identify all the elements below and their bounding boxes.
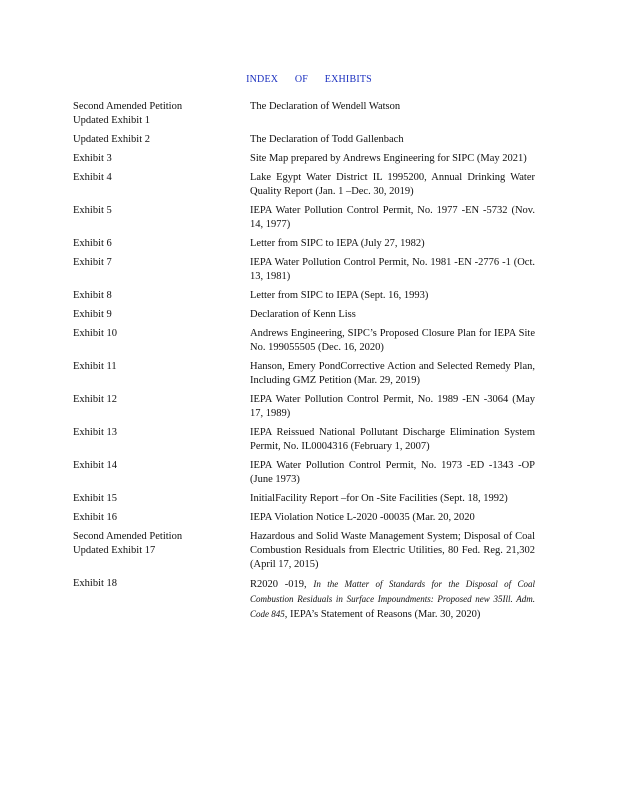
exhibit-description: The Declaration of Wendell Watson — [250, 101, 401, 112]
page-title: INDEX OF EXHIBITS — [246, 74, 372, 85]
exhibit-label: Second Amended Petition Updated Exhibit 17 — [73, 531, 183, 556]
exhibit-description: The Declaration of Todd Gallenbach — [250, 134, 404, 145]
exhibit-description: IEPA Reissued National Pollutant Discharge Elimination System Permit, No. IL0004316 (February 1, 2007) — [250, 427, 535, 452]
exhibit-row — [73, 426, 535, 454]
exhibit-row — [73, 360, 535, 388]
exhibit-label: Exhibit 18 — [73, 578, 118, 589]
exhibit-row — [73, 204, 535, 232]
exhibit-label: Exhibit 16 — [73, 512, 118, 523]
exhibit-label: Exhibit 4 — [73, 172, 112, 183]
exhibit-description: IEPA Water Pollution Control Permit, No. 1989 -EN -3064 (May 17, 1989) — [250, 394, 535, 419]
exhibit-label: Exhibit 12 — [73, 394, 118, 405]
exhibit-label: Second Amended Petition Updated Exhibit 1 — [73, 101, 183, 126]
exhibit-label: Exhibit 7 — [73, 257, 112, 268]
case-title: In the Matter of Standards for the Disposal of Coal Combustion Residuals in Surface Impoundments: Proposed new 35Ill. Adm. Code 845 — [250, 579, 536, 619]
exhibit-label: Exhibit 14 — [73, 460, 118, 471]
exhibit-description: IEPA Water Pollution Control Permit, No. 1977 -EN -5732 (Nov. 14, 1977) — [250, 205, 535, 230]
exhibit-label: Updated Exhibit 2 — [73, 134, 150, 145]
exhibit-label: Exhibit 11 — [73, 361, 117, 372]
docket-number: R2020 -019, — [250, 579, 307, 590]
exhibit-description: Letter from SIPC to IEPA (July 27, 1982) — [250, 238, 425, 249]
exhibit-description: Hazardous and Solid Waste Management System; Disposal of Coal Combustion Residuals from Electric Utilities, 80 Fed. Reg. 21,302 (April 17, 2015) — [250, 531, 535, 570]
exhibit-label: Exhibit 13 — [73, 427, 118, 438]
exhibit-description: IEPA Violation Notice L-2020 -00035 (Mar. 20, 2020 — [250, 512, 475, 523]
exhibit-description: Andrews Engineering, SIPC’s Proposed Closure Plan for IEPA Site No. 199055505 (Dec. 16, 2020) — [250, 328, 535, 353]
exhibit-description: InitialFacility Report –for On -Site Facilities (Sept. 18, 1992) — [250, 493, 508, 504]
exhibit-description: Letter from SIPC to IEPA (Sept. 16, 1993) — [250, 290, 429, 301]
exhibit-label: Exhibit 6 — [73, 238, 112, 249]
exhibit-row — [73, 133, 535, 147]
exhibit-row — [73, 152, 535, 166]
exhibit-label: Exhibit 9 — [73, 309, 112, 320]
exhibit-row — [73, 256, 535, 284]
exhibit-row — [73, 530, 535, 572]
exhibit-row — [73, 393, 535, 421]
exhibit-description: Lake Egypt Water District IL 1995200, Annual Drinking Water Quality Report (Jan. 1 –Dec. 30, 2019) — [250, 172, 535, 197]
exhibit-row — [73, 492, 535, 506]
exhibit-description: IEPA Water Pollution Control Permit, No. 1973 -ED -1343 -OP (June 1973) — [250, 460, 535, 485]
exhibit-row — [73, 327, 535, 355]
exhibit-row — [73, 577, 535, 622]
exhibit-label: Exhibit 15 — [73, 493, 118, 504]
exhibit-row — [73, 171, 535, 199]
exhibit-description: Hanson, Emery PondCorrective Action and Selected Remedy Plan, Including GMZ Petition (Mar. 29, 2019) — [250, 361, 535, 386]
exhibit-label: Exhibit 8 — [73, 290, 112, 301]
exhibit-label: Exhibit 10 — [73, 328, 118, 339]
exhibit-row — [73, 289, 535, 303]
exhibit-row — [73, 511, 535, 525]
exhibit-index-table — [73, 100, 535, 627]
exhibit-row — [73, 100, 535, 128]
exhibit-description: Site Map prepared by Andrews Engineering for SIPC (May 2021) — [250, 153, 527, 164]
exhibit-row — [73, 308, 535, 322]
exhibit-row — [73, 459, 535, 487]
exhibit-row — [73, 237, 535, 251]
exhibit-description: Declaration of Kenn Liss — [250, 309, 356, 320]
exhibit-label: Exhibit 3 — [73, 153, 112, 164]
exhibit-label: Exhibit 5 — [73, 205, 112, 216]
exhibit-description — [250, 577, 535, 622]
exhibit-description: IEPA Water Pollution Control Permit, No. 1981 -EN -2776 -1 (Oct. 13, 1981) — [250, 257, 535, 282]
exhibit-description-suffix: , IEPA’s Statement of Reasons (Mar. 30, 2020) — [284, 609, 481, 620]
